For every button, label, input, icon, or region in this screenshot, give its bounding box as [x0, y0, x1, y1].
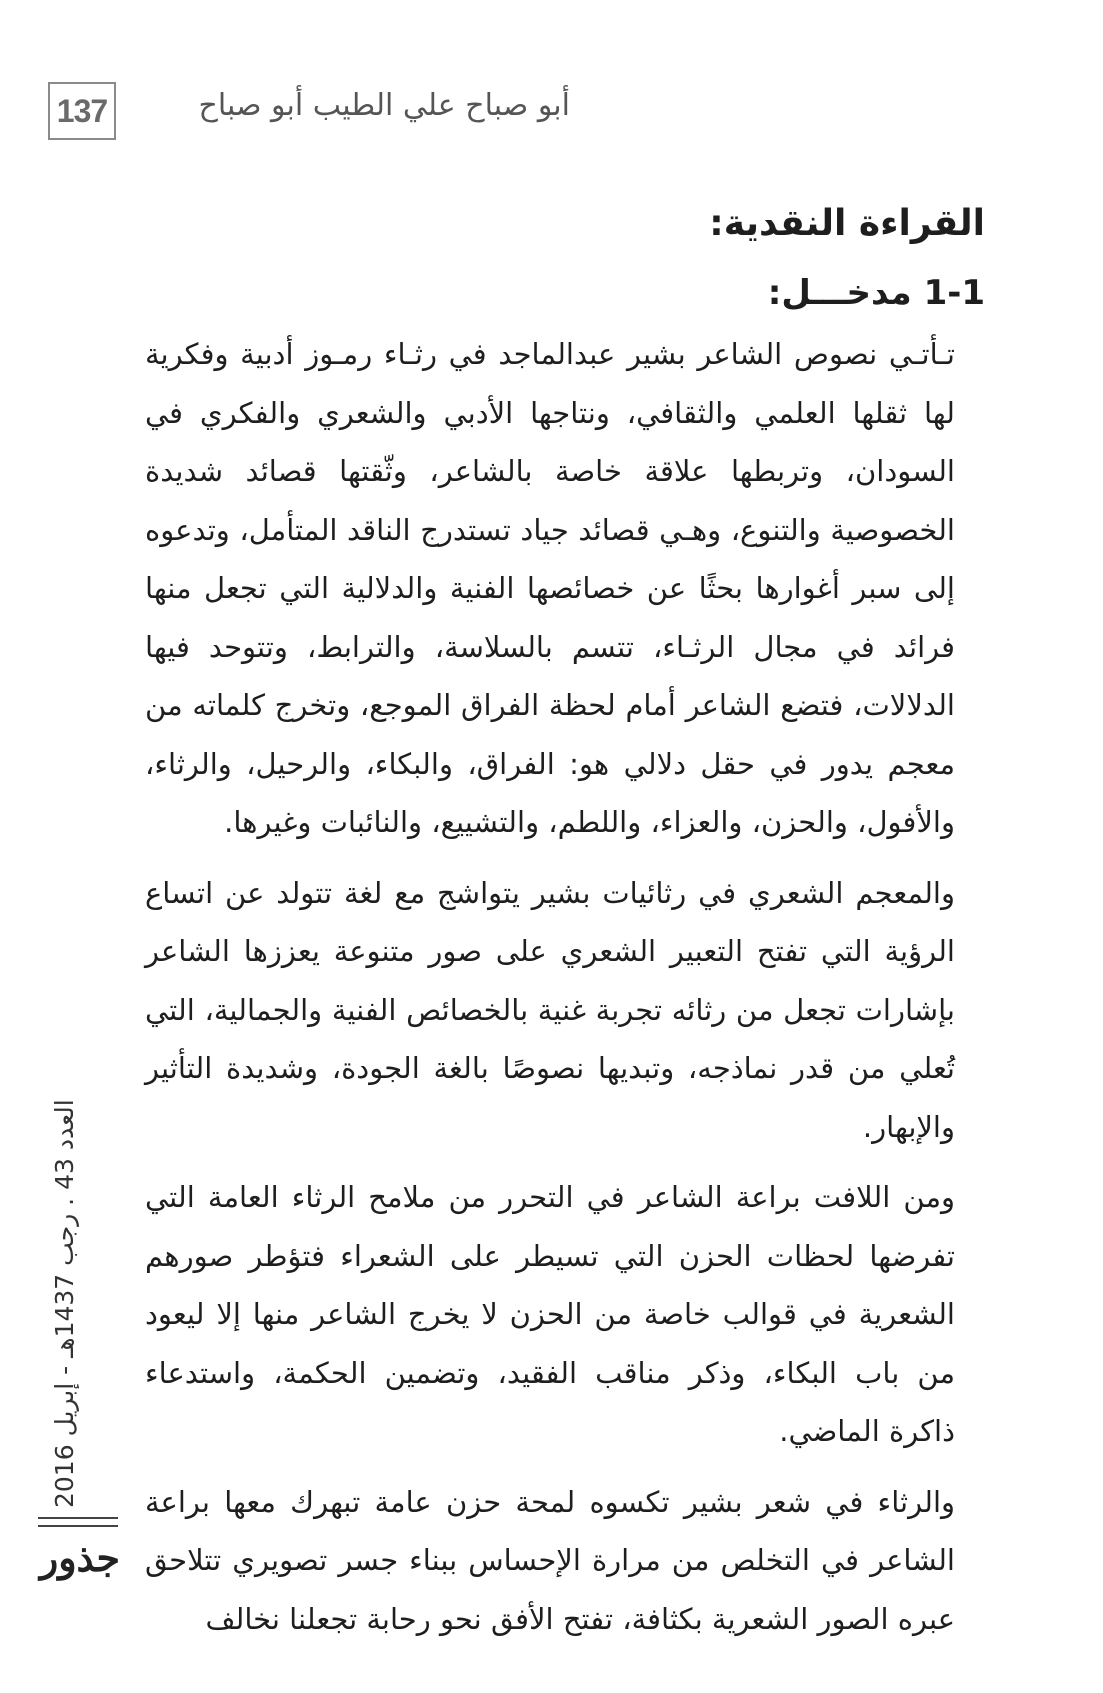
article-body: [145, 195, 985, 1660]
paragraph: والمعجم الشعري في رثائيات بشير يتواشج مع لغة تتولد عن اتساع الرؤية التي تفتح التعبير الشعري على صور متنوعة يعززها الشاعر بإشارات تجعل من رثائه تجربة غنية بالخصائص الفنية والجمالية، التي تُعلي من قدر نماذجه، وتبديها نصوصًا بالغة الجودة، وشديدة التأثير والإبهار.: [145, 875, 955, 1144]
section-title: القراءة النقدية:: [709, 203, 985, 244]
paragraph: والرثاء في شعر بشير تكسوه لمحة حزن عامة تبهرك معها براعة الشاعر في التخلص من مرارة الإحساس ببناء جسر تصويري تتلاحق عبره الصور الشعرية بكثافة، تفتح الأفق نحو رحابة تجعلنا نخالف: [145, 1484, 955, 1636]
page-number-box: [48, 82, 116, 140]
subsection-title: 1-1 مدخـــل:: [767, 273, 985, 313]
page-number: 137: [56, 92, 108, 129]
paragraph: ومن اللافت براعة الشاعر في التحرر من ملامح الرثاء العامة التي تفرضها لحظات الحزن التي تسيطر على الشعراء فتؤطر صورهم الشعرية في قوالب خاصة من الحزن لا يخرج الشاعر منها إلا ليعود من باب البكاء، وذكر مناقب الفقيد، وتضمين الحكمة، واستدعاء ذاكرة الماضي.: [145, 1180, 955, 1448]
divider: [38, 1517, 118, 1527]
paragraph: تـأتـي نصوص الشاعر بشير عبدالماجد في رثـاء رمـوز أدبية وفكرية لها ثقلها العلمي والثقافي، ونتاجها الأدبي والشعري والفكري في السودان، وتربطها علاقة خاصة بالشاعر، وثّقتها قصائد شديدة الخصوصية والتنوع، وهـي قصائد جياد تستدرج الناقد المتأمل، وتدعوه إلى سبر أغوارها بحثًا عن خصائصها الفنية والدلالية التي تجعل منها فرائد في مجال الرثـاء، تتسم بالسلاسة، والترابط، وتتوحد فيها الدلالات، فتضع الشاعر أمام لحظة الفراق الموجع، وتخرج كلماته من معجم يدور في حقل دلالي هو: الفراق، والبكاء، والرحيل، والرثاء، والأفول، والحزن، والعزاء، واللطم، والتشييع، والنائبات وغيرها.: [145, 337, 955, 839]
issue-info: العدد 43 . رجب 1437هـ - إبريل 2016: [50, 1099, 79, 1508]
running-header: أبو صباح علي الطيب أبو صباح: [198, 88, 570, 123]
magazine-logo: جذور: [39, 1535, 120, 1580]
